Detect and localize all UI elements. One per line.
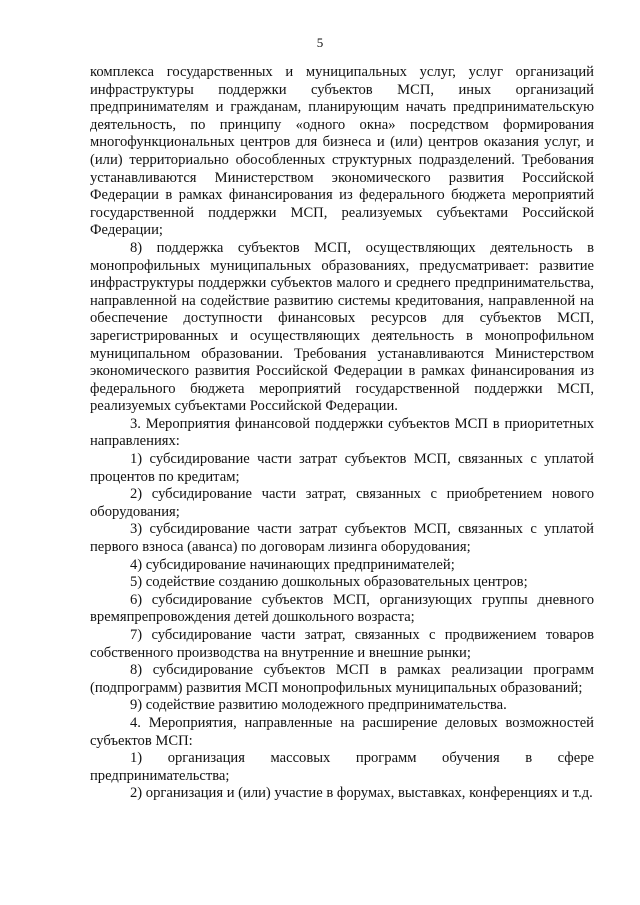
paragraph: 4) субсидирование начинающих предпринимателей;: [130, 556, 455, 573]
page-number: 5: [316, 35, 324, 50]
paragraph: 5) содействие созданию дошкольных образовательных центров;: [130, 574, 528, 591]
paragraph: 7) субсидирование части затрат, связанных с продвижением товаров собственного производства на внутренние и внешние рынки;: [90, 627, 594, 661]
paragraph: 8) субсидирование субъектов МСП в рамках реализации программ (подпрограмм) развития МСП монопрофильных муниципальных образований;: [90, 662, 594, 696]
paragraph: 1) субсидирование части затрат субъектов МСП, связанных с уплатой процентов по кредитам;: [90, 451, 594, 485]
paragraph: комплекса государственных и муниципальных услуг, услуг организаций инфраструктуры поддержки субъектов МСП, иных организаций предпринимателям и гражданам, планирующим начать предпринимательскую деятельность, по принципу «одного окна» посредством формирования многофункциональных центров для бизнеса и (или) центров оказания услуг, и (или) территориально обособленных структурных подразделений. Требования устанавливаются Министерством экономического развития Российской Федерации в рамках финансирования из федерального бюджета мероприятий государственной поддержки МСП, реализуемых субъектами Российской Федерации;: [90, 64, 594, 239]
paragraph: 3) субсидирование части затрат субъектов МСП, связанных с уплатой первого взноса (аванса) по договорам лизинга оборудования;: [90, 521, 594, 556]
paragraph: 8) поддержка субъектов МСП, осуществляющих деятельность в монопрофильных муниципальных образованиях, предусматривает: развитие инфраструктуры поддержки субъектов малого и среднего предпринимательства, направленной на содействие развитию системы кредитования, направленной на обеспечение доступности финансовых ресурсов для субъектов МСП, зарегистрированных и осуществляющих деятельность в монопрофильном муниципальном образовании. Требования устанавливаются Министерством экономического развития Российской Федерации в рамках финансирования из федерального бюджета мероприятий государственной поддержки МСП, реализуемых субъектами Российской Федерации.: [90, 239, 594, 415]
paragraph: 2) субсидирование части затрат, связанных с приобретением нового оборудования;: [90, 486, 594, 520]
paragraph: 9) содействие развитию молодежного предпринимательства.: [130, 697, 507, 714]
paragraph: 2) организация и (или) участие в форумах, выставках, конференциях и т.д.: [130, 785, 593, 802]
paragraph: 6) субсидирование субъектов МСП, организующих группы дневного времяпрепровождения детей дошкольного возраста;: [90, 591, 594, 626]
paragraph: 4. Мероприятия, направленные на расширение деловых возможностей субъектов МСП:: [90, 714, 594, 749]
paragraph: 1) организация массовых программ обучения в сфере предпринимательства;: [90, 750, 594, 784]
paragraph: 3. Мероприятия финансовой поддержки субъектов МСП в приоритетных направлениях:: [90, 415, 594, 450]
document-body: [90, 64, 594, 803]
